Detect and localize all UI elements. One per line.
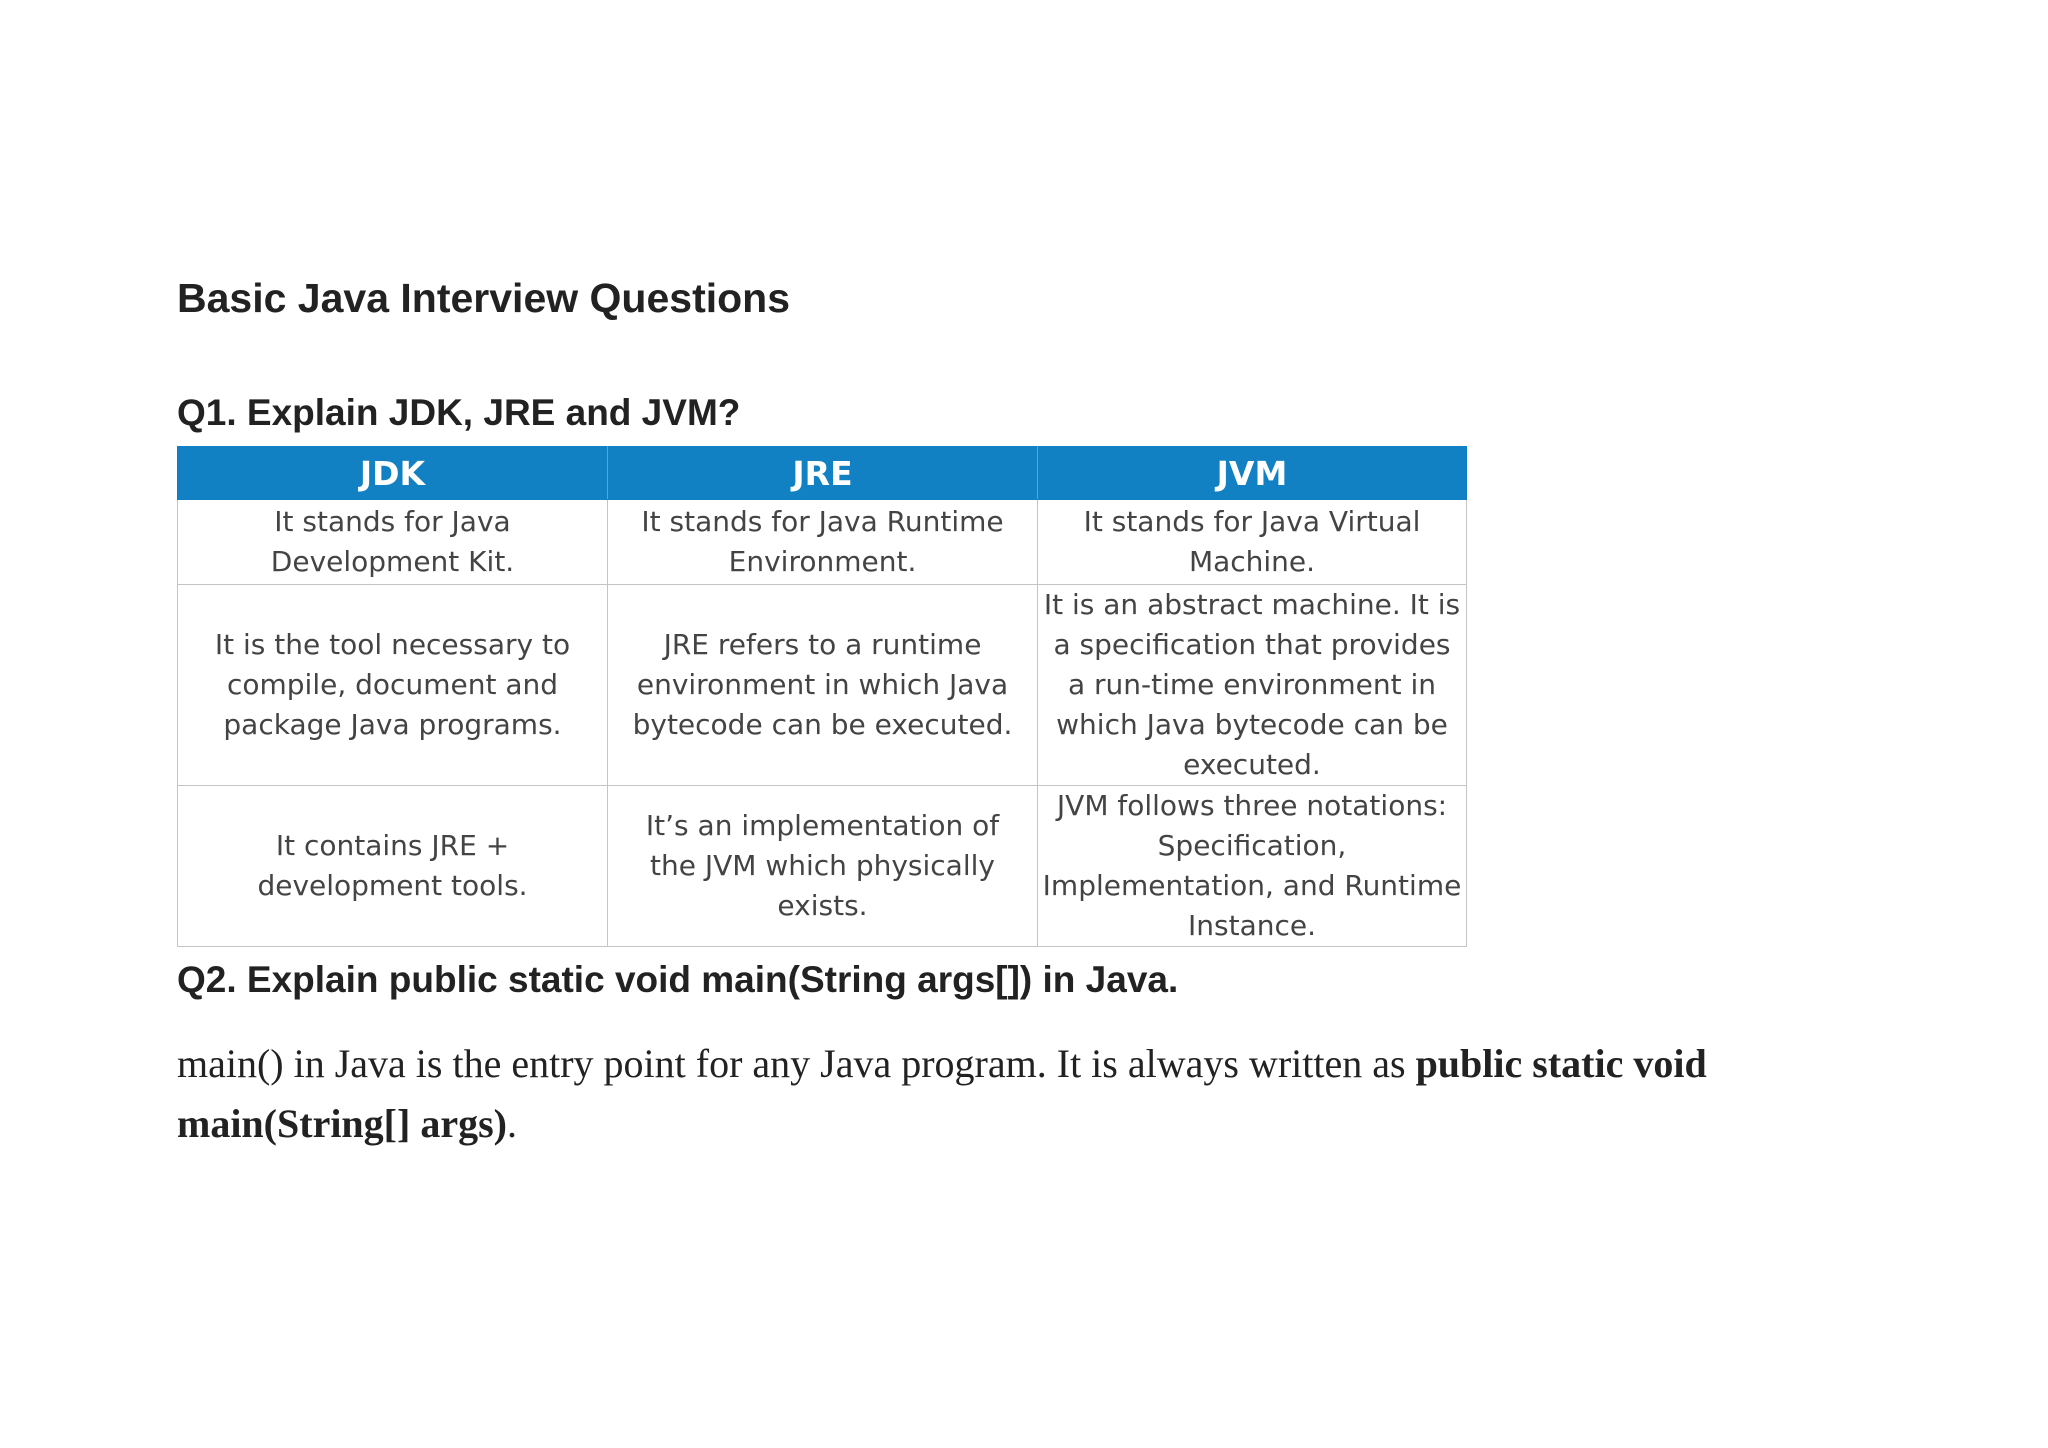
table-cell: It is the tool necessary to compile, document and package Java programs. xyxy=(178,585,608,786)
table-cell: It contains JRE + development tools. xyxy=(178,786,608,947)
q2-heading: Q2. Explain public static void main(String args[]) in Java. xyxy=(177,959,1179,1000)
q2-answer-text: main() in Java is the entry point for any Java program. It is always written as xyxy=(177,1041,1416,1086)
table-cell: It’s an implementation of the JVM which physically exists. xyxy=(608,786,1038,947)
table-cell: It stands for Java Virtual Machine. xyxy=(1038,500,1467,585)
table-row xyxy=(178,500,1467,585)
table-cell: JRE refers to a runtime environment in which Java bytecode can be executed. xyxy=(608,585,1038,786)
q1-heading: Q1. Explain JDK, JRE and JVM? xyxy=(177,392,741,433)
table-row xyxy=(178,585,1467,786)
header-jvm: JVM xyxy=(1038,447,1467,500)
table-cell: It stands for Java Runtime Environment. xyxy=(608,500,1038,585)
table-cell: It stands for Java Development Kit. xyxy=(178,500,608,585)
table-row xyxy=(178,786,1467,947)
table-cell: JVM follows three notations: Specification, Implementation, and Runtime Instance. xyxy=(1038,786,1467,947)
q2-answer-code: public static void main(String[] args) xyxy=(177,1041,1707,1146)
table-header-row xyxy=(178,447,1467,500)
q2-answer xyxy=(177,1034,1817,1154)
table-cell: It is an abstract machine. It is a specification that provides a run-time environment in which Java bytecode can be executed. xyxy=(1038,585,1467,786)
header-jdk: JDK xyxy=(178,447,608,500)
jdk-jre-jvm-table xyxy=(177,446,1467,947)
q2-answer-end: . xyxy=(506,1101,517,1146)
header-jre: JRE xyxy=(608,447,1038,500)
page-title: Basic Java Interview Questions xyxy=(177,275,790,321)
